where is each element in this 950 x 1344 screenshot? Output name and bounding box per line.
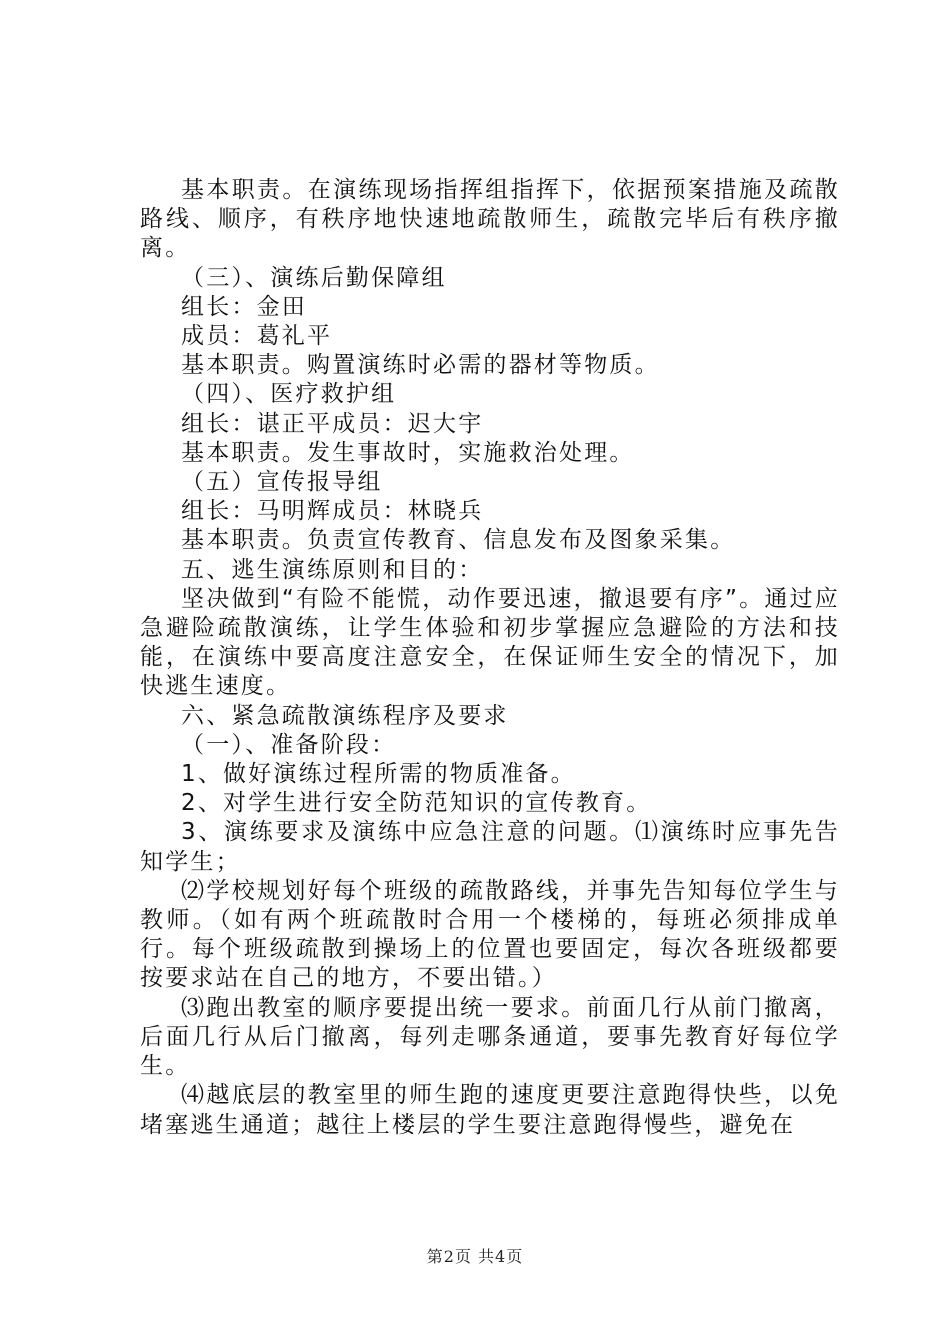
medical-leader-member: 组长：谌正平成员：迟大宇	[181, 410, 484, 437]
list-item-1: 1、做好演练过程所需的物质准备。	[181, 761, 576, 788]
paragraph-duty-logistics: 基本职责。购置演练时必需的器材等物质。	[181, 352, 660, 379]
heading-logistics-group: （三）、演练后勤保障组	[181, 264, 447, 291]
list-item-2: 2、对学生进行安全防范知识的宣传教育。	[181, 790, 652, 817]
paragraph-duty-medical: 基本职责。发生事故时，实施救治处理。	[181, 439, 635, 466]
paragraph-duty-publicity: 基本职责。负责宣传教育、信息发布及图象采集。	[181, 527, 736, 554]
heading-publicity-group: （五）宣传报导组	[181, 469, 383, 496]
publicity-leader-member: 组长：马明辉成员：林晓兵	[181, 498, 484, 525]
heading-procedure: 六、紧急疏散演练程序及要求	[181, 702, 509, 729]
list-item-3: 3、演练要求及演练中应急注意的问题。⑴演练时应事先告知学生；	[140, 819, 840, 875]
heading-principles: 五、逃生演练原则和目的：	[181, 556, 484, 583]
logistics-leader: 组长：金田	[181, 293, 307, 320]
heading-preparation: （一）、准备阶段：	[181, 731, 397, 758]
heading-medical-group: （四）、医疗救护组	[181, 381, 397, 408]
page-number-footer: 第2页 共4页	[426, 1247, 524, 1266]
sub-item-2: ⑵学校规划好每个班级的疏散路线，并事先告知每位学生与教师。（如有两个班疏散时合用一个楼梯的，每班必须排成单行。每个班级疏散到操场上的位置也要固定，每次各班级都要按要求站在自己的地方，不要出错。）	[140, 877, 840, 992]
paragraph-duty-evacuation: 基本职责。在演练现场指挥组指挥下，依据预案措施及疏散路线、顺序，有秩序地快速地疏散师生，疏散完毕后有秩序撤离。	[140, 177, 840, 262]
document-body	[140, 176, 840, 1140]
logistics-member: 成员：葛礼平	[181, 323, 333, 350]
sub-item-4: ⑷越底层的教室里的师生跑的速度更要注意跑得快些，以免堵塞逃生通道；越往上楼层的学生要注意跑得慢些，避免在	[140, 1082, 840, 1138]
sub-item-3: ⑶跑出教室的顺序要提出统一要求。前面几行从前门撤离，后面几行从后门撤离，每列走哪条通道，要事先教育好每位学生。	[140, 994, 840, 1080]
paragraph-principles: 坚决做到“有险不能慌，动作要迅速，撤退要有序”。通过应急避险疏散演练，让学生体验和初步掌握应急避险的方法和技能，在演练中要高度注意安全，在保证师生安全的情况下，加快逃生速度。	[140, 585, 840, 700]
